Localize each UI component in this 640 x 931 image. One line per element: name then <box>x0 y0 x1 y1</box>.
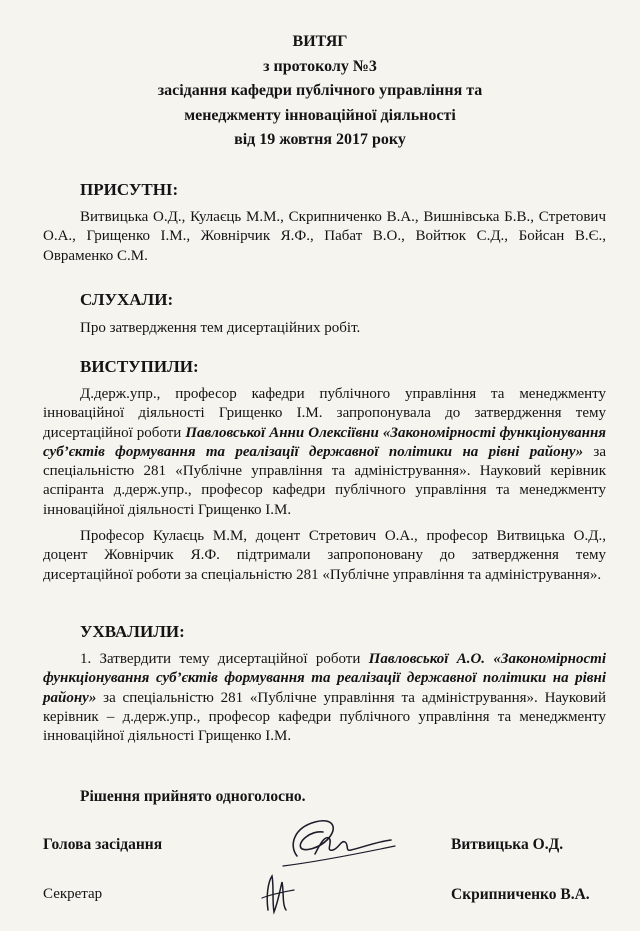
spoke-paragraph-1-text-c: за спеціальністю 281 «Публічне управління та адміністрування». Науковий керівник аспіранта д.держ.упр., професор кафедри публічного управління та менеджменту інноваційної діяльності Грищенко І.М. <box>43 443 606 518</box>
resolved-heading: УХВАЛИЛИ: <box>80 622 185 641</box>
chair-label: Голова засідання <box>43 836 163 853</box>
heard-text: Про затвердження тем дисертаційних робіт. <box>80 320 361 336</box>
spoke-heading: ВИСТУПИЛИ: <box>80 357 199 376</box>
present-heading: ПРИСУТНІ: <box>80 180 179 199</box>
resolved-paragraph-text-a: 1. Затвердити тему дисертаційної роботи <box>80 651 369 667</box>
heard-heading: СЛУХАЛИ: <box>80 290 174 309</box>
secretary-signature-icon <box>258 868 298 918</box>
spoke-paragraph-2: Професор Кулаєць М.М, доцент Стретович О.А., професор Витвицька О.Д., доцент Жовнірчик Я.Ф. підтримали запропоновану до затвердження тему дисертаційної роботи за спеціальністю 281 «Публічне управління та адміністрування». <box>43 528 606 583</box>
dissertation-topic-emphasis: Павловської Анни Олексіївни «Закономірності функціонування суб’єктів формування та реалізації державної політики на рівні району» <box>43 424 606 460</box>
secretary-name: Скрипниченко В.А. <box>451 886 590 903</box>
resolved-paragraph <box>43 650 606 746</box>
resolved-topic-emphasis: Павловської А.О. «Закономірності функціонування суб’єктів формування та реалізації державної політики на рівні району» <box>43 651 607 706</box>
decision-text: Рішення прийнято одноголосно. <box>80 788 306 805</box>
chair-name: Витвицька О.Д. <box>451 836 564 853</box>
resolved-paragraph-text-c: за спеціальністю 281 «Публічне управління та адміністрування». Науковий керівник – д.держ.упр., професор кафедри публічного управління та менеджменту інноваційної діяльності Грищенко І.М. <box>43 689 606 745</box>
secretary-label: Секретар <box>43 886 103 902</box>
spoke-paragraph-1-text-a: Д.держ.упр., професор кафедри публічного управління та менеджменту інноваційної діяльності Грищенко І.М. запропонувала до затвердження тему дисертаційної роботи <box>43 386 606 441</box>
document-title: ВИТЯГ <box>292 33 348 50</box>
document-header <box>0 30 640 153</box>
chair-signature-icon <box>275 808 415 876</box>
present-list: Витвицька О.Д., Кулаєць М.М., Скрипниченко В.А., Вишнівська Б.В., Стретович О.А., Грищенко І.М., Жовнірчик Я.Ф., Пабат В.О., Войтюк С.Д., Бойсан В.Є., Овраменко С.М. <box>43 209 606 264</box>
protocol-number: з протоколу №3 <box>263 57 377 75</box>
meeting-date: від 19 жовтня 2017 року <box>234 131 406 148</box>
meeting-line-2: менеджменту інноваційної діяльності <box>184 106 456 124</box>
meeting-line-1: засідання кафедри публічного управління та <box>157 82 483 99</box>
spoke-paragraph-1 <box>43 385 606 520</box>
